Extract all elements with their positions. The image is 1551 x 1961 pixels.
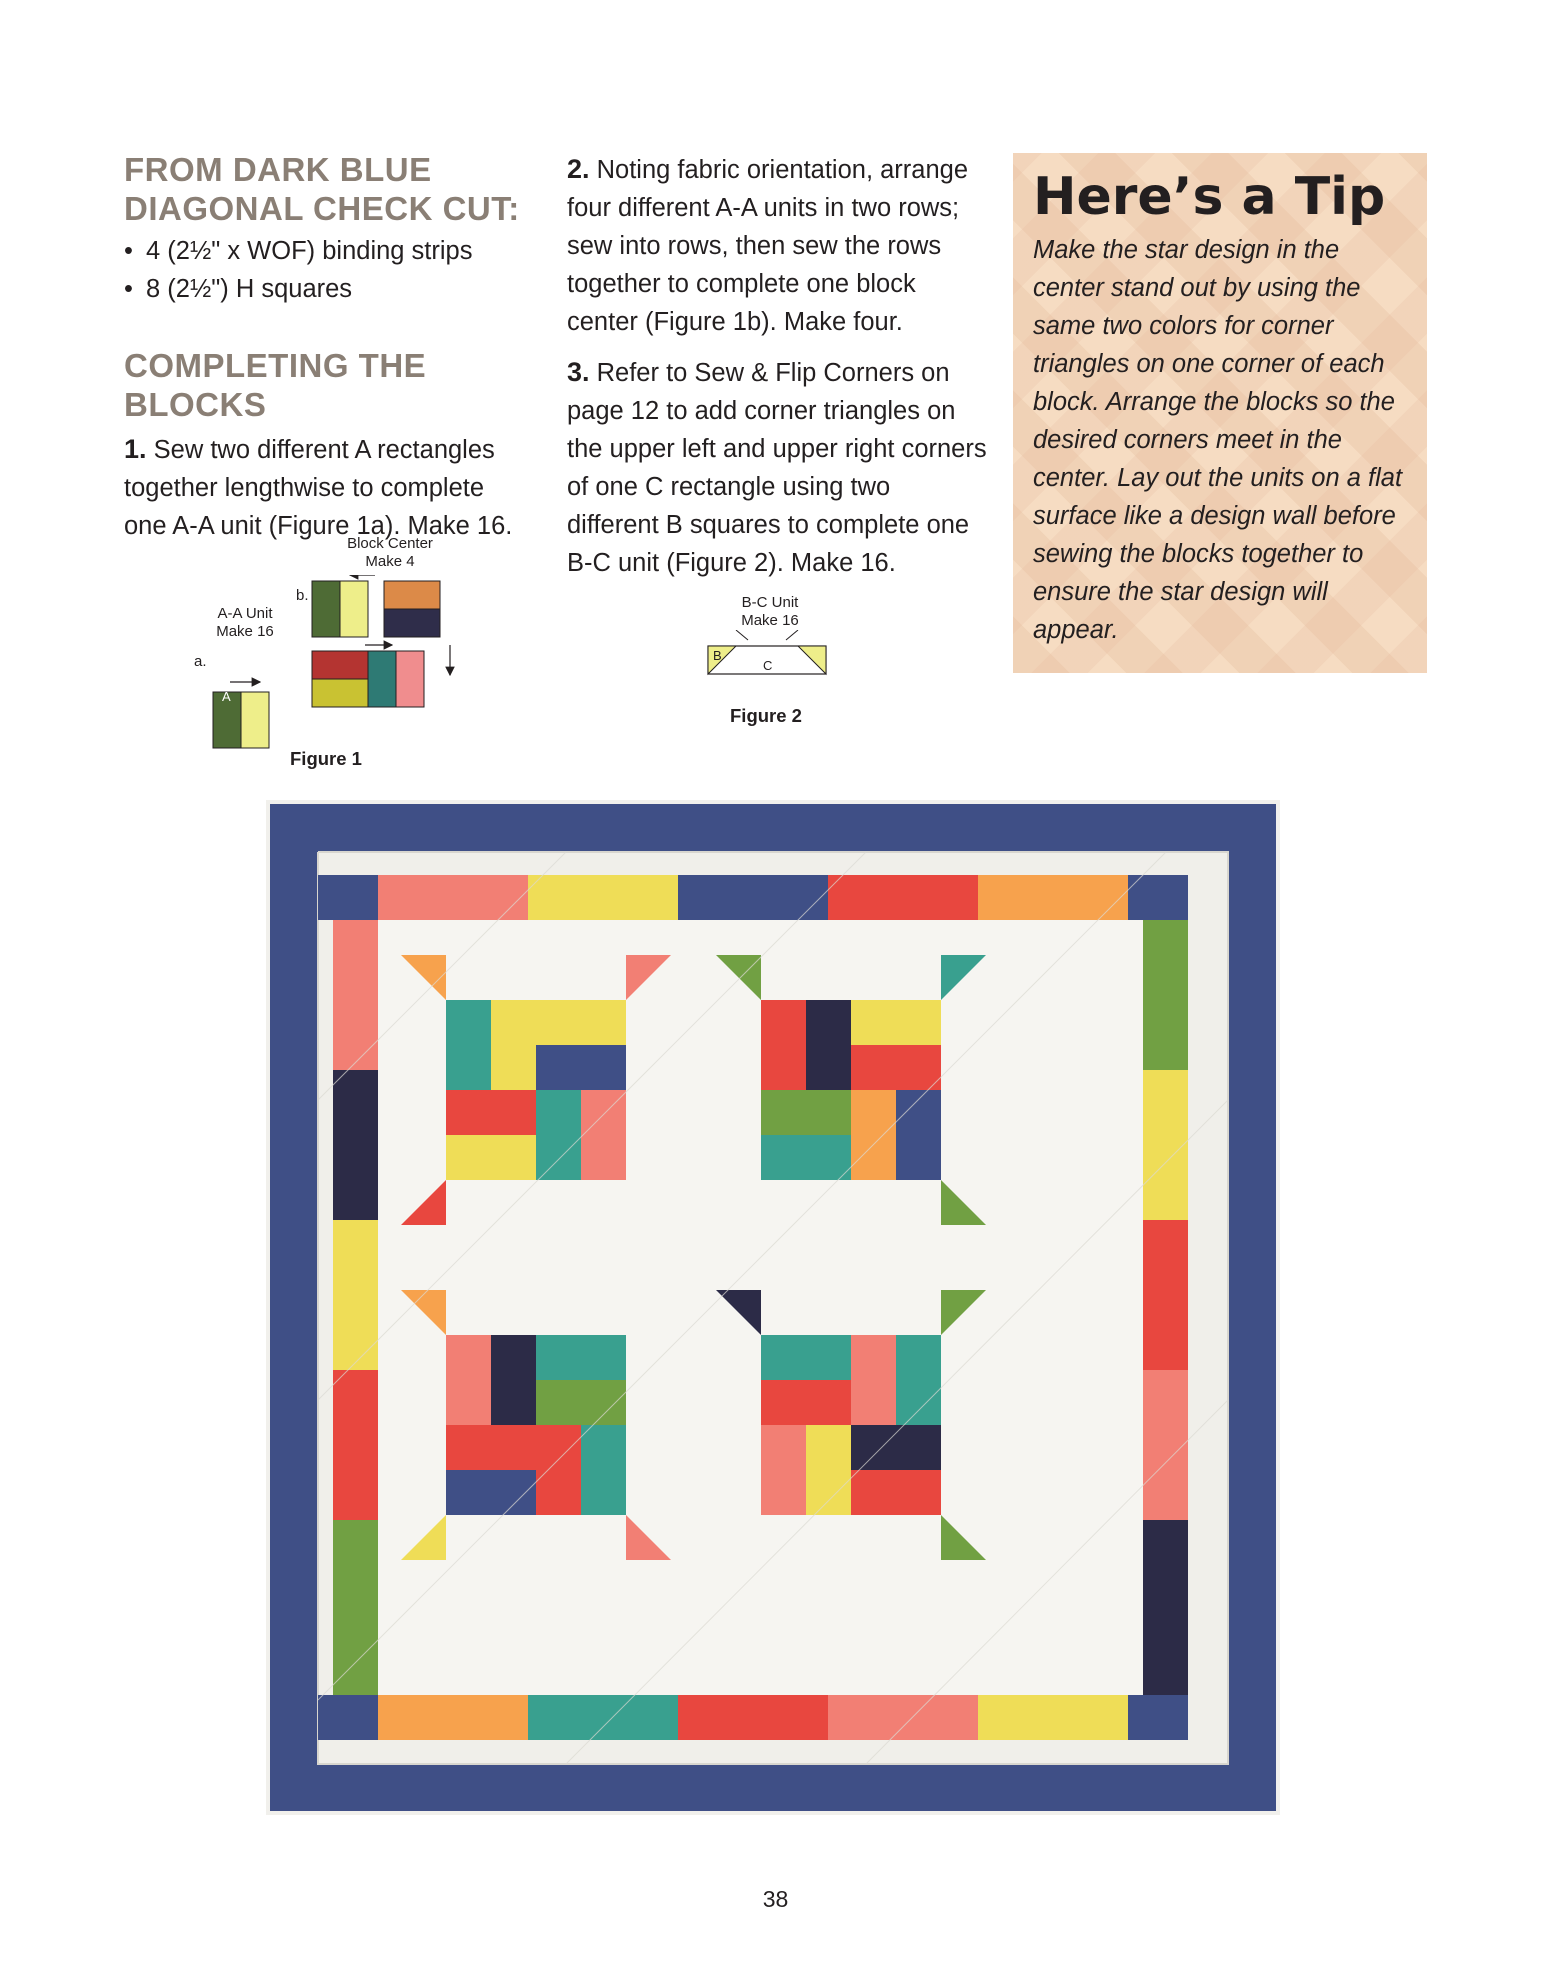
bc-unit-make: Make 16	[741, 612, 799, 629]
label-b: b.	[296, 587, 309, 604]
figure-1-caption: Figure 1	[290, 748, 362, 769]
bc-green	[312, 581, 340, 637]
piece-c-letter: C	[763, 658, 773, 673]
quilt-photo	[266, 800, 1280, 1815]
cut-item: • 4 (2½" x WOF) binding strips	[124, 232, 524, 270]
step-3	[567, 353, 987, 582]
step-2-text: Noting fabric orientation, arrange four different A-A units in two rows; sew into rows, then sew the rows together to complete one block center (Figure 1b). Make four.	[567, 156, 969, 336]
step-1	[124, 430, 524, 545]
bc-unit-label	[720, 594, 820, 630]
pieced-border-top	[318, 875, 1188, 920]
block-center-make: Make 4	[365, 553, 415, 570]
tip-body: Make the star design in the center stand out by using the same two colors for corner triangles on one corner of each block. Arrange the blocks so the desired corners meet in the center. Lay out the units on a flat surface like a design wall before sewing the blocks together to ensure the star design will appear.	[1033, 236, 1403, 644]
middle-column	[567, 150, 987, 582]
pieced-border-right	[1143, 920, 1188, 1695]
bc-teal	[368, 651, 396, 707]
bc-pink	[396, 651, 424, 707]
stitch-line-left	[736, 630, 748, 640]
pieced-border-bottom	[318, 1695, 1188, 1740]
step-3-text: Refer to Sew & Flip Corners on page 12 to add corner triangles on the upper left and upper right corners of one C rectangle using two different B squares to complete one B-C unit (Figure 2). Make 16.	[567, 359, 987, 577]
cut-list	[124, 232, 524, 308]
piece-a-letter: A	[222, 689, 231, 704]
block-center-label	[320, 535, 460, 571]
pieced-border-left	[333, 920, 378, 1695]
bc-navy	[384, 609, 440, 637]
figure-2-caption: Figure 2	[730, 705, 802, 726]
aa-unit-title: A-A Unit	[217, 605, 273, 622]
figure-1-diagram	[200, 575, 460, 775]
piece-a-yellow	[241, 692, 269, 748]
completing-heading: COMPLETING THE BLOCKS	[124, 347, 427, 423]
bc-red	[312, 651, 368, 679]
tip-box	[1013, 153, 1427, 673]
step-2	[567, 150, 987, 341]
cut-item: • 8 (2½") H squares	[124, 270, 524, 308]
cut-heading: FROM DARK BLUE DIAGONAL CHECK CUT:	[124, 151, 520, 227]
piece-b-letter: B	[713, 648, 722, 663]
bc-yellow	[340, 581, 368, 637]
corner-square	[270, 804, 318, 852]
label-a: a.	[194, 653, 207, 670]
bc-orange	[384, 581, 440, 609]
left-column	[124, 150, 524, 545]
block-center-title: Block Center	[347, 535, 433, 552]
aa-unit-make: Make 16	[216, 623, 274, 640]
step-3-number: 3.	[567, 357, 590, 387]
tip-title: Here’s a Tip	[1033, 167, 1386, 227]
stitch-line-right	[786, 630, 798, 640]
step-1-text: Sew two different A rectangles together lengthwise to complete one A-A unit (Figure 1a). Make 16.	[124, 436, 513, 540]
step-1-number: 1.	[124, 434, 147, 464]
page-number: 38	[762, 1886, 789, 1912]
figure-1	[194, 535, 460, 775]
step-2-number: 2.	[567, 154, 590, 184]
bc-mustard	[312, 679, 368, 707]
bc-unit-title: B-C Unit	[741, 594, 799, 611]
